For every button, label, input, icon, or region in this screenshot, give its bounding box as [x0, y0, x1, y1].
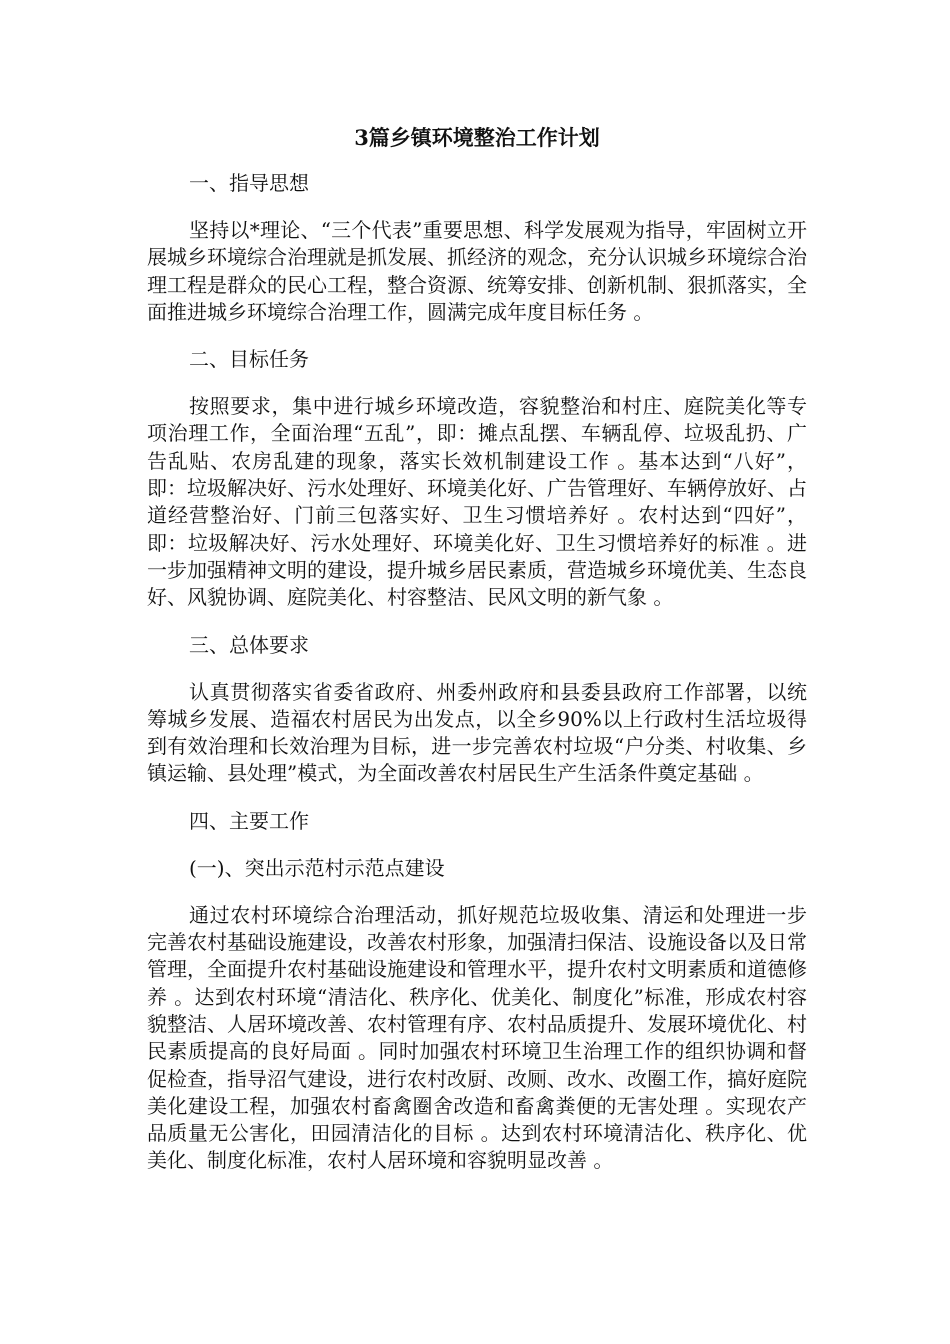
section-heading: 三、总体要求 [189, 632, 309, 657]
subsection-heading: (一)、突出示范村示范点建设 [189, 855, 445, 880]
section-heading: 一、指导思想 [189, 171, 309, 195]
section-paragraph: 通过农村环境综合治理活动，抓好规范垃圾收集、清运和处理进一步完善农村基础设施建设，改善农村形象，加强清扫保洁、设施设备以及日常管理，全面提升农村基础设施建设和管理水平，提升农村文明素质和道德修养 。达到农村环境“清洁化、秩序化、优美化、制度化”标准，形成农村容貌整洁、人居环境改善、农村管理有序、农村品质提升、发展环境优化、村民素质提高的良好局面 。同时加强农村环境卫生治理工作的组织协调和督促检查，指导沼气建设，进行农村改厨、改厕、改水、改圈工作，搞好庭院美化建设工程，加强农村畜禽圈舍改造和畜禽粪便的无害处理 。实现农产品质量无公害化，田园清洁化的目标 。达到农村环境清洁化、秩序化、优美化、制度化标准，农村人居环境和容貌明显改善 。 [147, 902, 807, 1173]
section-paragraph: 按照要求，集中进行城乡环境改造，容貌整治和村庄、庭院美化等专项治理工作，全面治理“五乱”，即：摊点乱摆、车辆乱停、垃圾乱扔、广告乱贴、农房乱建的现象，落实长效机制建设工作 。基本达到“八好”，即：垃圾解决好、污水处理好、环境美化好、广告管理好、车辆停放好、占道经营整治好、门前三包落实好、卫生习惯培养好 。农村达到“四好”，即：垃圾解决好、污水处理好、环境美化好、卫生习惯培养好的标准 。进一步加强精神文明的建设，提升城乡居民素质，营造城乡环境优美、生态良好、风貌协调、庭院美化、村容整洁、民风文明的新气象 。 [147, 394, 807, 610]
section-heading: 二、目标任务 [189, 347, 309, 372]
section-heading: 四、主要工作 [189, 808, 309, 833]
section-paragraph: 坚持以*理论、“三个代表”重要思想、科学发展观为指导，牢固树立开展城乡环境综合治理就是抓发展、抓经济的观念，充分认识城乡环境综合治理工程是群众的民心工程，整合资源、统筹安排、创新机制、狠抓落实，全面推进城乡环境综合治理工作，圆满完成年度目标任务 。 [147, 218, 807, 324]
document-title: 3篇乡镇环境整治工作计划 [354, 125, 600, 150]
document-page [147, 124, 807, 1195]
section-paragraph: 认真贯彻落实省委省政府、州委州政府和县委县政府工作部署，以统筹城乡发展、造福农村居民为出发点，以全乡90%以上行政村生活垃圾得到有效治理和长效治理为目标，进一步完善农村垃圾“户分类、村收集、乡镇运输、县处理”模式，为全面改善农村居民生产生活条件奠定基础 。 [147, 679, 807, 786]
